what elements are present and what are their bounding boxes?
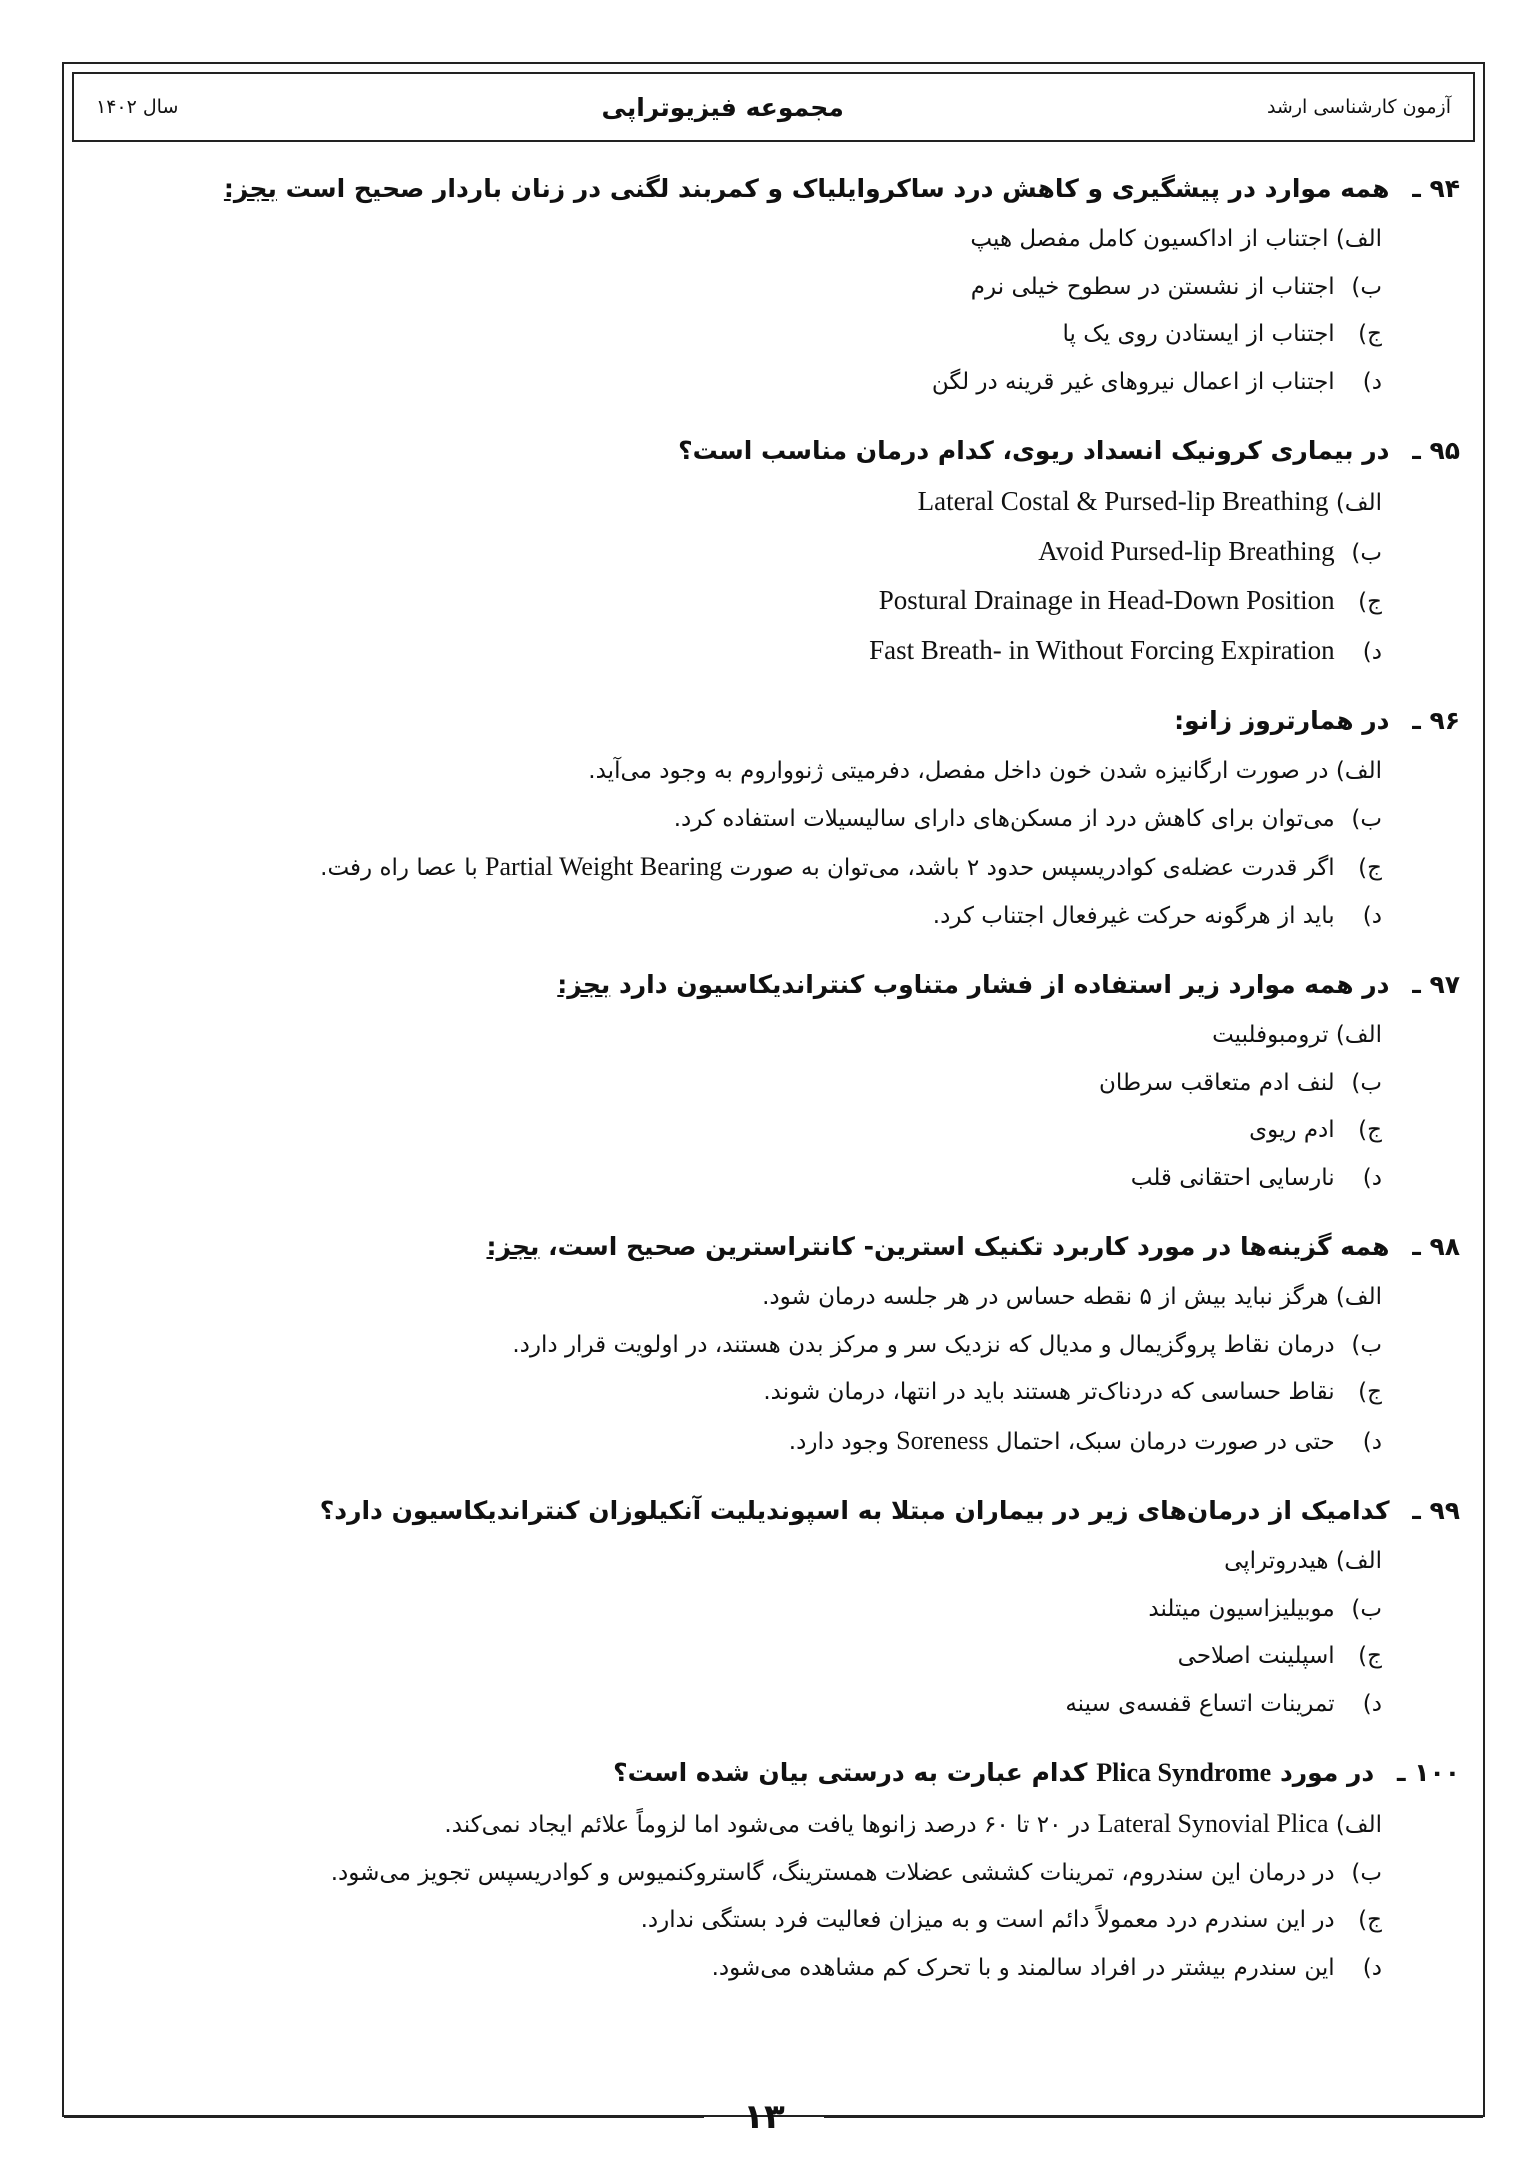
option-text: نقاط حساسی که دردناک‌تر هستند باید در انتها، درمان شوند. [763, 1379, 1335, 1405]
option-a[interactable] [150, 216, 1382, 264]
option-label: د) [1362, 1428, 1382, 1455]
option-a[interactable] [150, 478, 1382, 528]
option-label: ب) [1351, 1595, 1382, 1622]
option-text: اگر قدرت عضله‌ی کوادریسپس حدود ۲ باشد، می‌توان به صورت [729, 855, 1335, 881]
option-text: Lateral Costal & Pursed-lip Breathing [917, 486, 1329, 516]
option-a[interactable] [150, 1538, 1382, 1586]
question-stem [150, 1754, 1460, 1792]
option-label: ج) [1358, 1379, 1382, 1405]
question-number: ۹۵ ـ [1412, 436, 1460, 465]
option-text-end: با عصا راه رفت. [320, 855, 478, 881]
option-text: در این سندرم درد معمولاً دائم است و به میزان فعالیت فرد بستگی ندارد. [640, 1907, 1335, 1933]
option-d[interactable] [150, 359, 1382, 407]
option-text: نارسایی احتقانی قلب [1130, 1164, 1335, 1191]
option-a[interactable] [150, 1274, 1382, 1322]
option-text: هرگز نباید بیش از ۵ نقطه حساس در هر جلسه درمان شود. [762, 1284, 1329, 1310]
question-97 [150, 966, 1460, 1202]
option-text: هیدروتراپی [1224, 1548, 1329, 1574]
question-stem [150, 1492, 1460, 1530]
option-text: باید از هرگونه حرکت غیرفعال اجتناب کرد. [932, 902, 1335, 929]
exam-title: آزمون کارشناسی ارشد [1266, 96, 1451, 118]
option-c[interactable] [150, 1633, 1382, 1681]
question-stem [150, 170, 1460, 208]
question-number: ۹۴ ـ [1412, 174, 1460, 203]
option-label: ب) [1351, 539, 1382, 566]
option-text: در درمان این سندروم، تمرینات کششی عضلات همسترینگ، گاستروکنمیوس و کوادریسپس تجویز می‌شود. [330, 1859, 1335, 1886]
option-text: اجتناب از نشستن در سطوح خیلی نرم [970, 273, 1335, 300]
option-label: الف) [1335, 1022, 1382, 1048]
option-text: Postural Drainage in Head-Down Position [878, 585, 1335, 615]
option-c[interactable] [150, 1897, 1382, 1945]
option-label: ب) [1351, 273, 1382, 300]
option-text: درمان نقاط پروگزیمال و مدیال که نزدیک سر و مرکز بدن هستند، در اولویت قرار دارد. [512, 1331, 1335, 1358]
option-text: لنف ادم متعاقب سرطان [1099, 1069, 1335, 1096]
option-text: می‌توان برای کاهش درد از مسکن‌های دارای سالیسیلات استفاده کرد. [673, 805, 1335, 832]
option-label: ج) [1358, 1643, 1382, 1669]
option-label: ب) [1351, 805, 1382, 832]
page-header [72, 72, 1475, 142]
option-a[interactable] [150, 1012, 1382, 1060]
option-b[interactable] [150, 1850, 1382, 1898]
question-95 [150, 432, 1460, 676]
option-label: د) [1362, 638, 1382, 665]
option-text: موبیلیزاسیون میتلند [1148, 1595, 1335, 1622]
question-emphasis: بجز: [557, 970, 611, 999]
option-text: تمرینات اتساع قفسه‌ی سینه [1065, 1690, 1335, 1717]
option-text: اجتناب از اعمال نیروهای غیر قرینه در لگن [931, 368, 1335, 395]
question-text: در بیماری کرونیک انسداد ریوی، کدام درمان مناسب است؟ [678, 436, 1390, 465]
option-label: الف) [1335, 490, 1382, 516]
option-b[interactable] [150, 528, 1382, 578]
option-label: د) [1362, 1954, 1382, 1981]
question-94 [150, 170, 1460, 406]
questions-list [150, 170, 1460, 2018]
option-label: الف) [1335, 226, 1382, 252]
option-c[interactable] [150, 1369, 1382, 1417]
option-text: اجتناب از اداکسیون کامل مفصل هیپ [970, 226, 1329, 252]
question-text: همه موارد در پیشگیری و کاهش درد ساکروایلیاک و کمربند لگنی در زنان باردار صحیح است [285, 174, 1390, 203]
question-99 [150, 1492, 1460, 1728]
question-text: در همه موارد زیر استفاده از فشار متناوب کنتراندیکاسیون دارد [618, 970, 1390, 999]
option-text: در ۲۰ تا ۶۰ درصد زانوها یافت می‌شود اما لزوماً علائم ایجاد نمی‌کند. [444, 1812, 1091, 1838]
option-text: حتی در صورت درمان سبک، احتمال [995, 1428, 1335, 1455]
question-text: کدامیک از درمان‌های زیر در بیماران مبتلا به اسپوندیلیت آنکیلوزان کنتراندیکاسیون دارد؟ [319, 1496, 1390, 1525]
option-text: ادم ریوی [1249, 1117, 1335, 1143]
collection-title: مجموعه فیزیوتراپی [601, 92, 844, 122]
option-b[interactable] [150, 1586, 1382, 1634]
option-d[interactable] [150, 1681, 1382, 1729]
option-label: الف) [1335, 758, 1382, 784]
option-label: ج) [1358, 1907, 1382, 1933]
option-b[interactable] [150, 796, 1382, 844]
question-text: همه گزینه‌ها در مورد کاربرد تکنیک استرین- کانتراسترین صحیح است، [548, 1232, 1390, 1261]
option-text: اجتناب از ایستادن روی یک پا [1062, 321, 1335, 347]
option-latin-term: Lateral Synovial Plica [1097, 1809, 1329, 1838]
question-number: ۹۶ ـ [1412, 706, 1460, 735]
option-text: ترومبوفلبیت [1212, 1022, 1329, 1048]
option-c[interactable] [150, 843, 1382, 893]
question-stem [150, 1228, 1460, 1266]
question-number: ۹۷ ـ [1412, 970, 1460, 999]
option-label: ج) [1358, 855, 1382, 881]
page-footer [64, 2095, 1483, 2139]
option-label: د) [1362, 1164, 1382, 1191]
option-label: ج) [1358, 1117, 1382, 1143]
question-100 [150, 1754, 1460, 1992]
option-b[interactable] [150, 1322, 1382, 1370]
exam-year: سال ۱۴۰۲ [96, 96, 179, 118]
question-number: ۹۹ ـ [1412, 1496, 1460, 1525]
page-number: ۱۳ [743, 2097, 785, 2137]
option-b[interactable] [150, 264, 1382, 312]
option-label: ب) [1351, 1859, 1382, 1886]
question-98 [150, 1228, 1460, 1466]
question-latin-term: Plica Syndrome [1096, 1758, 1272, 1787]
question-text: در مورد [1279, 1758, 1375, 1787]
option-d[interactable] [150, 893, 1382, 941]
question-emphasis: بجز: [486, 1232, 540, 1261]
option-label: د) [1362, 368, 1382, 395]
question-96 [150, 702, 1460, 940]
option-label: ب) [1351, 1069, 1382, 1096]
option-c[interactable] [150, 577, 1382, 627]
option-d[interactable] [150, 627, 1382, 677]
option-text: در صورت ارگانیزه شدن خون داخل مفصل، دفرمیتی ژنوواروم به وجود می‌آید. [588, 758, 1329, 784]
option-a[interactable] [150, 1800, 1382, 1850]
option-label: د) [1362, 1690, 1382, 1717]
option-text: Avoid Pursed-lip Breathing [1038, 535, 1335, 566]
option-a[interactable] [150, 748, 1382, 796]
option-text: Fast Breath- in Without Forcing Expiration [869, 634, 1335, 665]
option-b[interactable] [150, 1060, 1382, 1108]
question-stem [150, 432, 1460, 470]
question-emphasis: بجز: [223, 174, 277, 203]
option-latin-term: Soreness [896, 1425, 989, 1455]
option-c[interactable] [150, 1107, 1382, 1155]
footer-rule-right [824, 2116, 1483, 2118]
question-stem [150, 966, 1460, 1004]
option-label: الف) [1335, 1548, 1382, 1574]
option-text-end: وجود دارد. [788, 1428, 889, 1455]
option-latin-term: Partial Weight Bearing [485, 852, 723, 881]
option-label: الف) [1335, 1812, 1382, 1838]
question-stem [150, 702, 1460, 740]
option-text: اسپلینت اصلاحی [1177, 1643, 1335, 1669]
question-text: در همارتروز زانو: [1174, 706, 1390, 735]
option-c[interactable] [150, 311, 1382, 359]
question-number: ۱۰۰ ـ [1396, 1758, 1460, 1787]
question-number: ۹۸ ـ [1412, 1232, 1460, 1261]
option-label: الف) [1335, 1284, 1382, 1310]
footer-rule-left [64, 2116, 704, 2118]
option-d[interactable] [150, 1945, 1382, 1993]
option-d[interactable] [150, 1417, 1382, 1467]
question-text-end: کدام عبارت به درستی بیان شده است؟ [613, 1758, 1088, 1787]
option-d[interactable] [150, 1155, 1382, 1203]
option-label: ج) [1358, 321, 1382, 347]
option-label: ج) [1358, 589, 1382, 615]
option-label: ب) [1351, 1331, 1382, 1358]
option-label: د) [1362, 902, 1382, 929]
option-text: این سندرم بیشتر در افراد سالمند و با تحرک کم مشاهده می‌شود. [711, 1954, 1335, 1981]
